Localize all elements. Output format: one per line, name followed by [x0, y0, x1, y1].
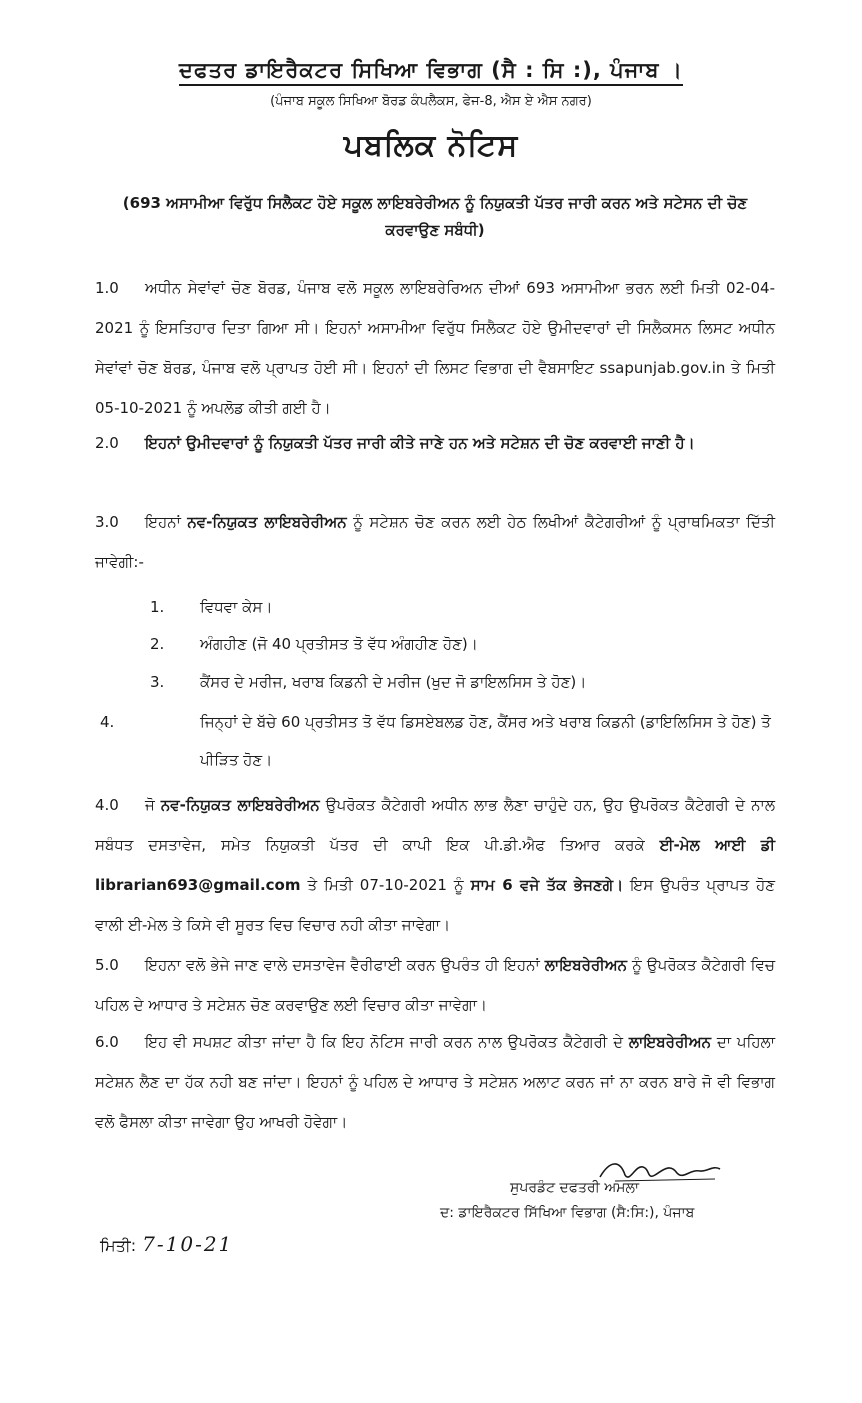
paragraph-4 [95, 785, 775, 945]
paragraph-text: ਅਧੀਨ ਸੇਵਾਂਵਾਂ ਚੋਣ ਬੋਰਡ, ਪੰਜਾਬ ਵਲੋ ਸਕੂਲ ਲਾਇਬਰੇਰਿਅਨ ਦੀਆਂ 693 ਅਸਾਮੀਆ ਭਰਨ ਲਈ ਮਿਤੀ 02-04-2021 ਨੂੰ ਇਸਤਿਹਾਰ ਦਿਤਾ ਗਿਆ ਸੀ। ਇਹਨਾਂ ਅਸਾਮੀਆ ਵਿਰੁੱਧ ਸਿਲੈਕਟ ਹੋਏ ਉਮੀਦਵਾਰਾਂ ਦੀ ਸਿਲੈਕਸਨ ਲਿਸਟ ਅਧੀਨ ਸੇਵਾਂਵਾਂ ਚੋਣ ਬੋਰਡ, ਪੰਜਾਬ ਵਲੋ ਪ੍ਰਾਪਤ ਹੋਈ ਸੀ। ਇਹਨਾਂ ਦੀ ਲਿਸਟ ਵਿਭਾਗ ਦੀ ਵੈਬਸਾਇਟ ssapunjab.gov.in ਤੇ ਮਿਤੀ 05-10-2021 ਨੂੰ ਅਪਲੋਡ ਕੀਤੀ ਗਈ ਹੈ। [95, 279, 775, 417]
paragraph-number: 5.0 [95, 956, 119, 974]
paragraph-number: 1.0 [95, 279, 119, 297]
category-text: ਜਿਨ੍ਹਾਂ ਦੇ ਬੱਚੇ 60 ਪ੍ਰਤੀਸਤ ਤੋ ਵੱਧ ਡਿਸਏਬਲਡ ਹੋਣ, ਕੈਂਸਰ ਅਤੇ ਖਰਾਬ ਕਿਡਨੀ (ਡਾਇਲਿਸਿਸ ਤੇ ਹੋਣ) ਤੋ ਪੀੜਿਤ ਹੋਣ। [200, 713, 771, 769]
paragraph-text: ਇਸ ਉਪਰੰਤ ਪ੍ਰਾਪਤ ਹੋਣ ਵਾਲੀ ਈ-ਮੇਲ ਤੇ ਕਿਸੇ ਵੀ ਸੂਰਤ ਵਿਚ ਵਿਚਾਰ ਨਹੀ ਕੀਤਾ ਜਾਵੇਗਾ। [95, 876, 775, 934]
paragraph-bold-text: ਲਾਇਬਰੇਰੀਅਨ [544, 956, 627, 974]
paragraph-5 [95, 945, 775, 1025]
date-value: 7-10-21 [142, 1232, 234, 1256]
date-label: ਮਿਤੀ: [100, 1236, 137, 1255]
signatory-office: ਦ: ਡਾਇਰੈਕਟਰ ਸਿੱਖਿਆ ਵਿਭਾਗ (ਸੈ:ਸਿ:), ਪੰਜਾਬ [440, 1205, 695, 1221]
paragraph-text: ਦਾ ਪਹਿਲਾ ਸਟੇਸ਼ਨ ਲੈਣ ਦਾ ਹੱਕ ਨਹੀ ਬਣ ਜਾਂਦਾ। ਇਹਨਾਂ ਨੂੰ ਪਹਿਲ ਦੇ ਆਧਾਰ ਤੇ ਸਟੇਸ਼ਨ ਅਲਾਟ ਕਰਨ ਜਾਂ ਨਾ ਕਰਨ ਬਾਰੇ ਜੋ ਵੀ ਵਿਭਾਗ ਵਲੋ ਫੈਸਲਾ ਕੀਤਾ ਜਾਵੇਗਾ ਉਹ ਆਖਰੀ ਹੋਵੇਗਾ। [95, 1033, 775, 1131]
category-number: 1. [150, 598, 165, 616]
office-title: ਦਫਤਰ ਡਾਇਰੈਕਟਰ ਸਿਖਿਆ ਵਿਭਾਗ (ਸੈ : ਸਿ :), ਪੰਜਾਬ । [0, 58, 862, 83]
category-item [150, 625, 775, 663]
deadline-text: ਸਾਮ 6 ਵਜੇ ਤੱਕ ਭੇਜਣਗੇ। [470, 876, 624, 894]
paragraph-text: ਨੂੰ ਸਟੇਸ਼ਨ ਚੋਣ ਕਰਨ ਲਈ ਹੇਠ ਲਿਖੀਆਂ ਕੈਟੇਗਰੀਆਂ ਨੂੰ ਪ੍ਰਾਥਮਿਕਤਾ ਦਿੱਤੀ ਜਾਵੇਗੀ:- [95, 513, 775, 571]
office-address: (ਪੰਜਾਬ ਸਕੂਲ ਸਿਖਿਆ ਬੋਰਡ ਕੰਪਲੈਕਸ, ਫੇਜ-8, ਐਸ ਏ ਐਸ ਨਗਰ) [270, 94, 592, 109]
category-item [100, 703, 775, 779]
paragraph-text: ਤੇ ਮਿਤੀ 07-10-2021 ਨੂੰ [300, 876, 471, 894]
paragraph-2 [95, 423, 775, 463]
paragraph-bold-text: ਲਾਇਬਰੇਰੀਅਨ [628, 1033, 712, 1051]
paragraph-number: 3.0 [95, 513, 119, 531]
paragraph-text: ਇਹਨਾਂ [145, 513, 188, 531]
paragraph-text: ਨੂੰ ਉਪਰੋਕਤ ਕੈਟੇਗਰੀ ਵਿਚ ਪਹਿਲ ਦੇ ਆਧਾਰ ਤੇ ਸਟੇਸ਼ਨ ਚੋਣ ਕਰਵਾਉਣ ਲਈ ਵਿਚਾਰ ਕੀਤਾ ਜਾਵੇਗਾ। [95, 956, 776, 1014]
notice-subject: (693 ਅਸਾਮੀਆ ਵਿਰੁੱਧ ਸਿਲੈਕਟ ਹੋਏ ਸਕੂਲ ਲਾਇਬਰੇਰੀਅਨ ਨੂੰ ਨਿਯੁਕਤੀ ਪੱਤਰ ਜਾਰੀ ਕਰਨ ਅਤੇ ਸਟੇਸਨ ਦੀ ਚੋਣ ਕਰਵਾਉਣ ਸਬੰਧੀ) [122, 194, 748, 239]
category-item [150, 588, 775, 626]
paragraph-text: ਇਹ ਵੀ ਸਪਸ਼ਟ ਕੀਤਾ ਜਾਂਦਾ ਹੈ ਕਿ ਇਹ ਨੋਟਿਸ ਜਾਰੀ ਕਰਨ ਨਾਲ ਉਪਰੋਕਤ ਕੈਟੇਗਰੀ ਦੇ [145, 1033, 629, 1051]
paragraph-bold-text: ਨਵ-ਨਿਯੁਕਤ ਲਾਇਬਰੇਰੀਅਨ [160, 796, 320, 814]
paragraph-bold-text: ਨਵ-ਨਿਯੁਕਤ ਲਾਇਬਰੇਰੀਅਨ [187, 513, 347, 531]
category-text: ਵਿਧਵਾ ਕੇਸ। [200, 598, 273, 616]
paragraph-number: 4.0 [95, 796, 119, 814]
paragraph-3 [95, 502, 775, 582]
category-number: 4. [100, 713, 115, 731]
category-item [150, 663, 775, 701]
notice-heading: ਪਬਲਿਕ ਨੋਟਿਸ [343, 128, 519, 163]
category-text: ਕੈਂਸਰ ਦੇ ਮਰੀਜ, ਖਰਾਬ ਕਿਡਨੀ ਦੇ ਮਰੀਜ (ਖੁਦ ਜੋ ਡਾਇਲਸਿਸ ਤੇ ਹੋਣ)। [200, 673, 587, 691]
category-number: 3. [150, 673, 165, 691]
paragraph-1 [95, 268, 775, 428]
paragraph-text: ਜੋ [145, 796, 161, 814]
paragraph-text: ਇਹਨਾਂ ਉਮੀਦਵਾਰਾਂ ਨੂੰ ਨਿਯੁਕਤੀ ਪੱਤਰ ਜਾਰੀ ਕੀਤੇ ਜਾਣੇ ਹਨ ਅਤੇ ਸਟੇਸ਼ਨ ਦੀ ਚੋਣ ਕਰਵਾਈ ਜਾਣੀ ਹੈ। [145, 434, 695, 452]
paragraph-text: ਉਪਰੋਕਤ ਕੈਟੇਗਰੀ ਅਧੀਨ ਲਾਭ ਲੈਣਾ ਚਾਹੁੰਦੇ ਹਨ, ਉਹ ਉਪਰੋਕਤ ਕੈਟੇਗਰੀ ਦੇ ਨਾਲ ਸਬੰਧਤ ਦਸਤਾਵੇਜ, ਸਮੇਤ ਨਿਯੁਕਤੀ ਪੱਤਰ ਦੀ ਕਾਪੀ ਇਕ ਪੀ.ਡੀ.ਐਫ ਤਿਆਰ ਕਰਕੇ [95, 796, 775, 854]
paragraph-6 [95, 1022, 775, 1142]
email-address: ਈ-ਮੇਲ ਆਈ ਡੀ librarian693@gmail.com [95, 836, 775, 894]
signatory-title: ਸੁਪਰਡੰਟ ਦਫਤਰੀ ਅਮਲਾ [510, 1180, 639, 1196]
paragraph-number: 6.0 [95, 1033, 119, 1051]
date-line [100, 1232, 233, 1256]
paragraph-number: 2.0 [95, 434, 119, 452]
category-number: 2. [150, 635, 165, 653]
paragraph-text: ਇਹਨਾ ਵਲੋ ਭੇਜੇ ਜਾਣ ਵਾਲੇ ਦਸਤਾਵੇਜ ਵੈਰੀਫਾਈ ਕਰਨ ਉਪਰੰਤ ਹੀ ਇਹਨਾਂ [145, 956, 545, 974]
category-text: ਅੰਗਹੀਣ (ਜੋ 40 ਪ੍ਰਤੀਸਤ ਤੋ ਵੱਧ ਅੰਗਹੀਣ ਹੋਣ)। [200, 635, 478, 653]
